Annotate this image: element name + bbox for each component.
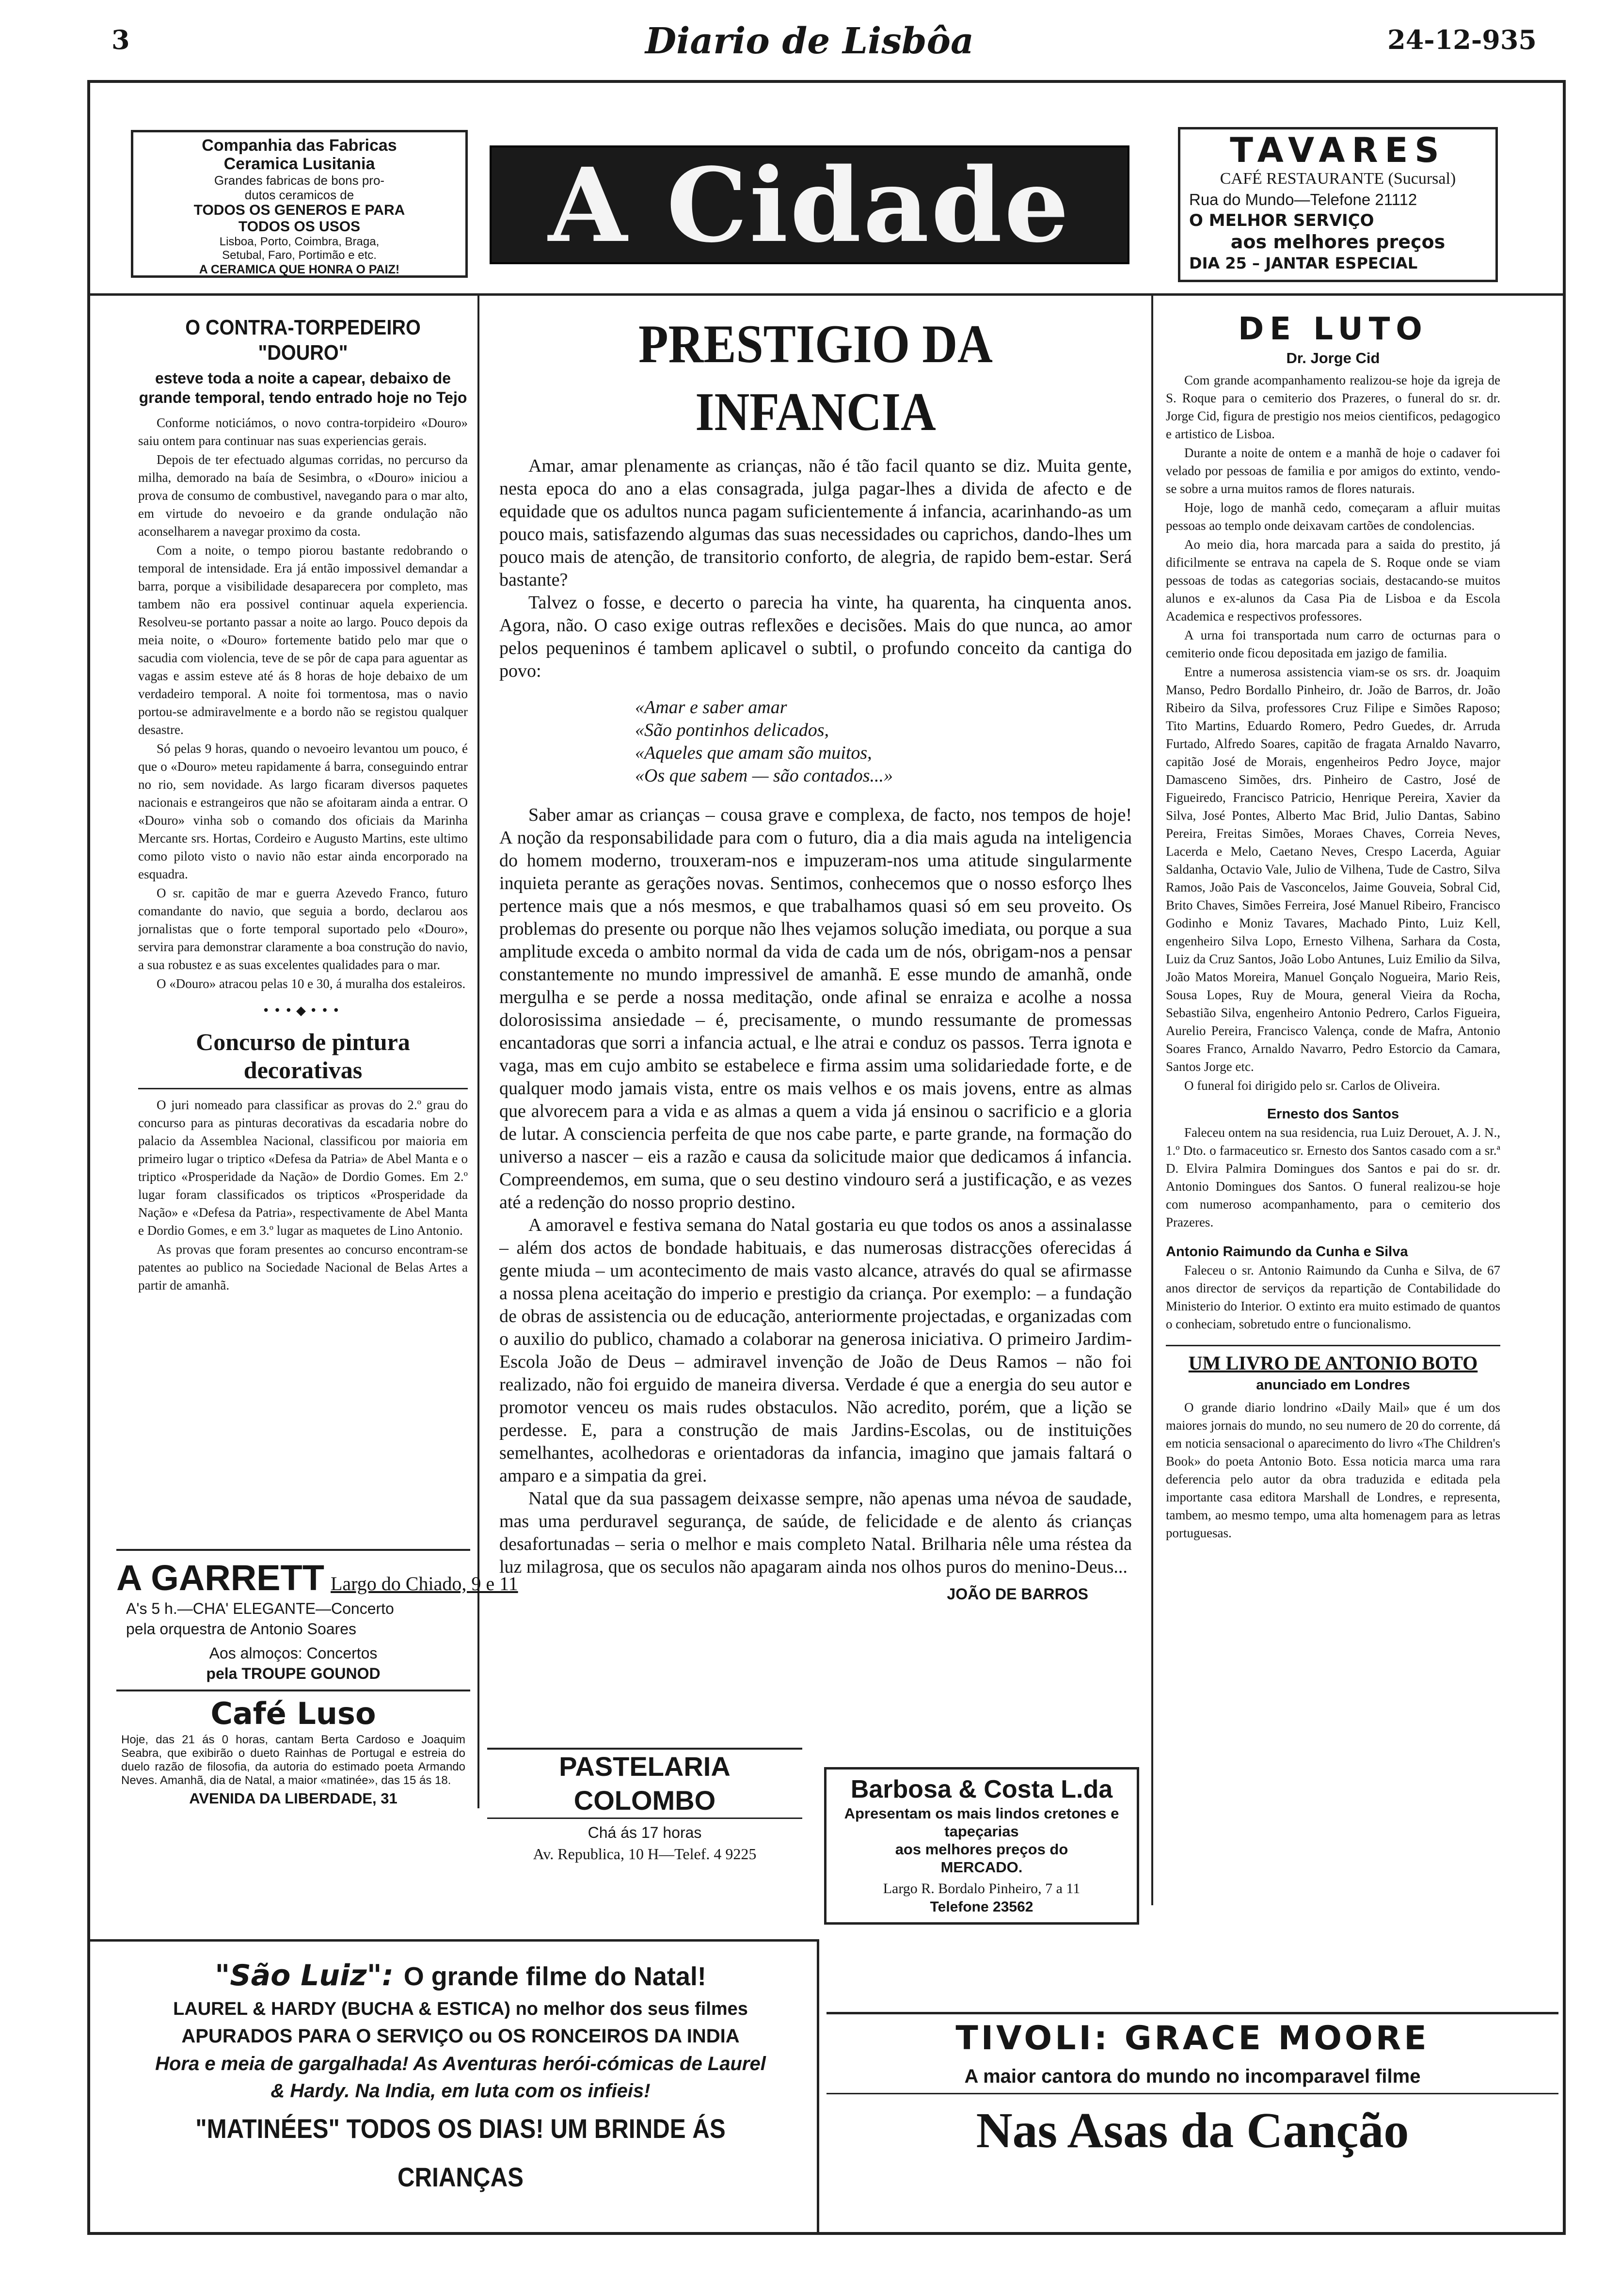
ad-cafe-luso: [116, 1690, 470, 1808]
paragraph: As provas que foram presentes ao concurso encontram-se patentes ao publico na Sociedade Nacional de Belas Artes a partir de amanhã.: [138, 1242, 468, 1292]
ad-line: Apresentam os mais lindos cretones e tapeçarias: [844, 1805, 1119, 1840]
ad-tavares: [1178, 127, 1498, 282]
article-title: Concurso de pintura decorativas: [138, 1028, 468, 1089]
paragraph: O grande diario londrino «Daily Mail» que é um dos maiores jornais do mundo, no seu numero de 20 do corrente, dá em noticia sensacional o aparecimento do livro «The Children's Book» do poeta Antonio Boto. Essa noticia marca uma rara deferencia pelo autor da obra traduzida e editada pela importante casa editora Marshall de Londres, e representa, tambem, ao mesmo tempo, uma alta homenagem para as letras portuguesas.: [1166, 1400, 1500, 1540]
verse-line: «Aqueles que amam são muitos,: [635, 743, 872, 763]
paragraph: Faleceu ontem na sua residencia, rua Luiz Derouet, A. J. N., 1.º Dto. o farmaceutico sr. Ernesto dos Santos casado com a sr.ª D. Elvira Palmira Domingues dos Santos e pai do sr. dr. Antonio Domingues dos Santos. O funeral realizou-se hoje com numeroso acompanhamento, para o cemiterio dos Prazeres.: [1166, 1125, 1500, 1229]
ad-line: O grande filme do Natal!: [403, 1962, 706, 1991]
ad-line: Telefone 23562: [930, 1899, 1033, 1915]
ad-name: PASTELARIA COLOMBO: [487, 1748, 802, 1819]
paragraph: Faleceu o sr. Antonio Raimundo da Cunha e Silva, de 67 anos director de serviços da repartição de Contabilidade do Ministerio do Interior. O extinto era muito estimado de quantos o conheciam, sobretudo entre o funcionalismo.: [1166, 1263, 1500, 1331]
ad-line: Largo R. Bordalo Pinheiro, 7 a 11: [883, 1881, 1081, 1897]
ad-line: Chá ás 17 horas: [588, 1824, 702, 1841]
ad-line: pela orquestra de Antonio Soares: [126, 1620, 356, 1638]
ad-line: Setubal, Faro, Portimão e etc.: [222, 249, 377, 262]
ad-line: Rua do Mundo—Telefone 21112: [1189, 191, 1417, 208]
section-masthead: A Cidade: [548, 145, 1071, 265]
article-body: [1166, 1261, 1500, 1333]
ad-line: Companhia das Fabricas: [202, 136, 397, 155]
verse-line: «São pontinhos delicados,: [635, 720, 829, 740]
paragraph: Amar, amar plenamente as crianças, não é tão facil quanto se diz. Muita gente, nesta epoca do ano a elas consagrada, julga pagar-lhes a divida de afecto e de equidade que os adultos nunca pagam suficientemente á infancia, acarinhando-as um pouco mais, satisfazendo algumas das suas necessidades ou caprichos, dando-lhes um pouco mais de atenção, de transitorio conforto, de alegria, de rapido bem-estar. Será bastante?: [499, 456, 1132, 590]
paragraph: Hoje, logo de manhã cedo, começaram a afluir muitas pessoas ao templo onde deixavam cartões de condolencias.: [1166, 500, 1500, 533]
ad-line: TODOS OS USOS: [238, 219, 361, 235]
ad-line: Grandes fabricas de bons pro-: [214, 173, 385, 188]
left-column: [138, 315, 468, 1295]
ad-line: pela TROUPE GOUNOD: [206, 1665, 381, 1682]
ad-tivoli: [826, 2012, 1558, 2216]
ad-address: Largo do Chiado, 9 e 11: [331, 1573, 518, 1594]
ad-line: Lisboa, Porto, Coimbra, Braga,: [219, 235, 380, 248]
paragraph: O «Douro» atracou pelas 10 e 30, á muralha dos estaleiros.: [157, 976, 466, 991]
ad-line: aos melhores preços do: [895, 1841, 1068, 1858]
ornament-divider: •••◆•••: [262, 1004, 344, 1018]
article-subtitle: Dr. Jorge Cid: [1286, 350, 1380, 367]
ad-line: "MATINÉES" TODOS OS DIAS! UM BRINDE ÁS CRIANÇAS: [195, 2113, 726, 2192]
paragraph: Ao meio dia, hora marcada para a saida do prestito, já dificilmente se entrava na capela de S. Roque onde se viam pessoas de todas as categorias sociais, destacando-se muitos alunos e ex-alunos da Casa Pia de Lisboa e da Escola Academica e respectivos professores.: [1166, 537, 1500, 623]
page-date: 24-12-935: [1387, 24, 1537, 55]
article-title: UM LIVRO DE ANTONIO BOTO: [1188, 1352, 1478, 1374]
ad-name: Café Luso: [210, 1696, 376, 1731]
article-signature: JOÃO DE BARROS: [947, 1585, 1088, 1603]
section-masthead-banner: [490, 145, 1129, 264]
ad-sao-luiz: [111, 1956, 810, 2218]
rule: [87, 1939, 819, 1942]
article-body: [138, 1096, 468, 1294]
page-number: 3: [111, 24, 130, 55]
rule: [87, 293, 1566, 296]
ad-name: TIVOLI: GRACE MOORE: [955, 2019, 1430, 2057]
paragraph: Com grande acompanhamento realizou-se hoje da igreja de S. Roque para o cemiterio dos Prazeres, o funeral do sr. dr. Jorge Cid, figura de prestigio nos meios cientificos, pedagogico e artistico de Lisboa.: [1166, 373, 1500, 441]
article-subtitle: anunciado em Londres: [1256, 1377, 1410, 1393]
ad-line: & Hardy. Na India, em luta com os infieis!: [270, 2080, 651, 2102]
paragraph: O funeral foi dirigido pelo sr. Carlos de Oliveira.: [1184, 1078, 1440, 1093]
article-body: [1166, 1124, 1500, 1231]
paragraph: Natal que da sua passagem deixasse sempre, não apenas uma névoa de saudade, mas uma perduravel segurança, de saúde, de felicidade e de alento ás crianças desafortunadas – seria o melhor e mais completo Natal. Brilharia nêle uma réstea da luz milagrosa, que os seculos não apagaram ainda nos olhos puros do menino-Deus...: [499, 1488, 1132, 1577]
newspaper-name: Diario de Lisbôa: [645, 20, 974, 62]
ad-line: dutos ceramicos de: [244, 188, 354, 202]
ad-line: Aos almoços: Concertos: [209, 1644, 378, 1662]
paragraph: O sr. capitão de mar e guerra Azevedo Franco, futuro comandante do navio, que seguia a bordo, declarou aos jornalistas que o forte temporal suportado pelo «Douro», servira para demonstrar claramente a boa construção do navio, a sua robustez e as suas excelentes qualidades para o mar.: [138, 886, 468, 972]
ad-line: DIA 25 – JANTAR ESPECIAL: [1189, 254, 1418, 272]
ad-text: Hoje, das 21 ás 0 horas, cantam Berta Cardoso e Joaquim Seabra, que exibirão o dueto Rainhas de Portugal e estreia do duelo razão de filosofia, da autoria do estimado poeta Armando Neves. Amanhã, dia de Natal, a maior «matinée», das 15 ás 18.: [121, 1733, 465, 1787]
article-subtitle: Ernesto dos Santos: [1267, 1106, 1399, 1122]
ad-line: APURADOS PARA O SERVIÇO ou OS RONCEIROS DA INDIA: [181, 2025, 740, 2047]
article-subtitle: Antonio Raimundo da Cunha e Silva: [1166, 1244, 1408, 1260]
ad-pastelaria-colombo: [487, 1748, 802, 1863]
article-body: [138, 414, 468, 993]
article-title: PRESTIGIO DA INFANCIA: [638, 314, 993, 442]
verse-line: «Amar e saber amar: [635, 697, 787, 718]
ad-title: TAVARES: [1230, 130, 1446, 170]
paragraph: Saber amar as crianças – cousa grave e complexa, de facto, nos tempos de hoje! A noção da responsabilidade para com o futuro, dia a dia mais aguda na inteligencia do homem moderno, trouxeram-nos e impuzeram-nos uma atitude singularmente inquieta perante as gerações novas. Sentimos, conhecemos que o nosso esforço lhes pertence mais que a nós mesmos, e que trabalhamos quasi só em seu proveito. Os problemas do presente ou porque não lhes vejamos solução imediata, ou porque a sua amplitude exceda o ambito normal da vida de cada um de nós, obrigam-nos a pensar constantemente no mundo impressivel de amanhã. E esse mundo de amanhã, onde mergulha e se perde a nossa meditação, onde afinal se enraiza e acolhe a nossa dolorosissima ansiedade – é, precisamente, o mundo ressumante de promessas encantadoras que sorri a infancia actual, e lhe atrai e conduz os passos. Terra ignota e vaga, mas em cujo ambito se estabelece e firma assim uma solidariedade forte, e de qualquer modo jamais vista, entre os mais velhos e os mais jovens, entre as almas que alvorecem para a vida e as almas a quem a vida já ensinou o sacrificio e a gloria de lutar. A consciencia perfeita de que nos cabe parte, e parte grande, na formação do universo a nascer – eis a razão e causa da solicitude maior que dedicamos á infancia. Compreendemos, em suma, que o seu destino vindouro será a justificação, e as vezes até a redenção do nosso proprio destino.: [499, 805, 1132, 1212]
ad-address: AVENIDA DA LIBERDADE, 31: [189, 1790, 397, 1807]
ad-line: MERCADO.: [940, 1859, 1023, 1876]
ad-ceramica-lusitania: [131, 130, 468, 278]
ad-line: LAUREL & HARDY (BUCHA & ESTICA) no melhor dos seus filmes: [173, 1999, 748, 2019]
ad-line: Ceramica Lusitania: [223, 155, 375, 173]
ad-line: CAFÉ RESTAURANTE (Sucursal): [1220, 170, 1456, 188]
paragraph: Entre a numerosa assistencia viam-se os srs. dr. Joaquim Manso, Pedro Bordallo Pinheiro, dr. João de Barros, dr. João Ribeiro da Silva, professores Cruz Filipe e Simões Raposo; Tito Martins, Eduardo Romero, Pedro Guedes, dr. Arruda Furtado, Alfredo Soares, capitão de fragata Arnaldo Navarro, capitão José de Morais, engenheiros Pedro Joyce, major Damasceno Simões, drs. Pinheiro de Castro, José de Figueiredo, Francisco Patricio, Henrique Pereira, Xavier da Silva, José Pontes, Alberto Mac Brid, Julio Dantas, Sabino Pereira, Freitas Simões, Moraes Chaves, Correia Neves, Lacerda e Melo, Caetano Neves, Crespo Lacerda, Aguiar Saldanha, Octavio Vale, Julio de Vilhena, Tude de Castro, Silva Ramos, João Pais de Vasconcelos, Jaime Gouveia, Sobral Cid, Brito Chaves, Simões Ferreira, José Manuel Ribeiro, Francisco Godinho e Moniz Tavares, Machado Pinto, Luiz Kell, engenheiro Silva Lopo, Ernesto Vilhena, Sarhara da Costa, Luiz da Cruz Santos, João Lobo Antunes, Luiz Emilio da Silva, João Matos Moreira, Manuel Gonçalo Nogueira, Mario Reis, Sousa Lopes, Ruy de Moura, general Vieira da Rocha, Sebastião Silva, engenheiro Antonio Pedrero, Carlos Figueira, Aurelio Pereira, Francisco Valença, conde de Mafra, Antonio Soares Franco, Arnaldo Navarro, Pedro Estorcio da Camara, Santos Jorge etc.: [1166, 665, 1500, 1074]
ad-line: Nas Asas da Canção: [976, 2103, 1409, 2158]
paragraph: A amoravel e festiva semana do Natal gostaria eu que todos os anos a assinalasse – além dos actos de bondade habituais, e das numerosas distracções oferecidas á gente miuda – um acontecimento de mais vasto alcance, através do qual se afirmasse a nossa plena aceitação do imperio e prestigio da criança. Por exemplo: – a fundação de obras de assistencia ou de educação, anteriormente projectadas, e organizadas com o auxilio do publico, chamado a colaborar na generosa iniciativa. O primeiro Jardim-Escola João de Deus – admiravel invenção de João de Deus Ramos – não foi realizado, não foi erguido de maneira diversa. Verdade é que a energia do seu autor e promotor venceu os mais rudes obstaculos. Não acredito, porém, que a lição se perdesse. E, para a construção de mais Jardins-Escolas, ou de instituições semelhantes, acolhedoras e orientadoras da infancia, imagino que jamais faltará o amparo e a simpatia da grei.: [499, 1215, 1132, 1486]
right-column: [1166, 310, 1500, 1543]
article-body: [499, 455, 1132, 1578]
ad-line: A's 5 h.—CHA' ELEGANTE—Concerto: [126, 1600, 394, 1617]
ad-line: TODOS OS GENEROS E PARA: [193, 202, 405, 218]
paragraph: Durante a noite de ontem e a manhã de hoje o cadaver foi velado por pessoas de familia e por amigos do extinto, vendo-se sobre a urna muitos ramos de flores naturais.: [1166, 446, 1500, 496]
ad-line: O MELHOR SERVIÇO: [1189, 211, 1374, 230]
column-rule: [1151, 296, 1153, 1905]
article-body: [1166, 371, 1500, 1095]
verse: [635, 696, 1132, 787]
ad-a-garrett: [116, 1549, 518, 1684]
verse-line: «Os que sabem — são contados...»: [635, 765, 893, 786]
article-title: O CONTRA-TORPEDEIRO "DOURO": [185, 316, 421, 365]
paragraph: O juri nomeado para classificar as provas do 2.º grau do concurso para as pinturas decorativas da escadaria nobre do palacio da Assemblea Nacional, classificou por maioria em primeiro lugar o triptico «Defesa da Patria» de Abel Manta e o triptico «Prosperidade da Nação» de Dordio Gomes. Em 2.º lugar foram classificados os tripticos «Prosperidade da Nação» e «Defesa da Patria», respectivamente de Abel Manta e Dordio Gomes, e em 3.º lugar as maquetes de Lino Antonio.: [138, 1098, 468, 1238]
ad-line: Hora e meia de gargalhada! As Aventuras herói-cómicas de Laurel: [155, 2053, 766, 2074]
rule: [817, 1939, 819, 2235]
ad-line: Av. Republica, 10 H—Telef. 4 9225: [533, 1845, 757, 1863]
paragraph: Só pelas 9 horas, quando o nevoeiro levantou um pouco, é que o «Douro» meteu rapidamente á barra, conseguindo entrar no rio, sem novidade. As largo ficaram diversos paquetes nacionais e estrangeiros que não se afoitaram ainda a entrar. O «Douro» vinha sob o comando dos oficiais da Marinha Mercante srs. Hortas, Cordeiro e Augusto Martins, este ultimo como piloto visto o navio não estar ainda encorporado na esquadra.: [138, 741, 468, 881]
center-column: [499, 310, 1132, 1603]
article-subtitle: esteve toda a noite a capear, debaixo de grande temporal, tendo entrado hoje no Tejo: [139, 369, 467, 406]
paragraph: A urna foi transportada num carro de octurnas para o cemiterio onde ficou depositada em jazigo de familia.: [1166, 628, 1500, 660]
ad-line: A maior cantora do mundo no incomparavel filme: [826, 2063, 1558, 2094]
paragraph: Conforme noticiámos, o novo contra-torpideiro «Douro» saiu ontem para continuar nas suas experiencias gerais.: [138, 415, 468, 448]
ad-line: A CERAMICA QUE HONRA O PAIZ!: [199, 263, 400, 276]
ad-name: Barbosa & Costa L.da: [850, 1775, 1113, 1803]
ad-name: A GARRETT: [116, 1558, 324, 1598]
paragraph: Depois de ter efectuado algumas corridas, no percurso da milha, demorado na baía de Sesimbra, o «Douro» iniciou a prova de consumo de combustivel, navegando para o mar alto, em virtude do nevoeiro e da grande ondulação não aconselharem a navegar proximo da costa.: [138, 452, 468, 539]
ad-name: "São Luiz":: [215, 1959, 404, 1993]
article-title: DE LUTO: [1238, 311, 1428, 347]
article-body: [1166, 1399, 1500, 1542]
ad-line: aos melhores preços: [1230, 231, 1446, 253]
ad-barbosa-costa: [824, 1767, 1139, 1925]
paragraph: Com a noite, o tempo piorou bastante redobrando o temporal de intensidade. Era já então impossivel demandar a barra, porque a visibilidade desaparecera por completo, mas tambem não era possivel continuar aquela experiencia. Resolveu-se portanto passar a noite ao largo. Pouco depois da meia noite, o «Douro» fortemente batido pelo mar que o sacudia com violencia, teve de se pôr de capa para aguentar as vagas e assim esteve até ás 8 horas de hoje debaixo de um verdadeiro temporal. A noite foi tormentosa, mas o navio portou-se admiravelmente e a bordo não se registou qualquer desastre.: [138, 543, 468, 737]
paragraph: Talvez o fosse, e decerto o parecia ha vinte, ha quarenta, ha cinquenta anos. Agora, não. O caso exige outras reflexões e decisões. Mais do que nunca, ao amor pelos pequeninos é tambem aplicavel o subtil, o profundo conceito da cantiga do povo:: [499, 592, 1132, 681]
